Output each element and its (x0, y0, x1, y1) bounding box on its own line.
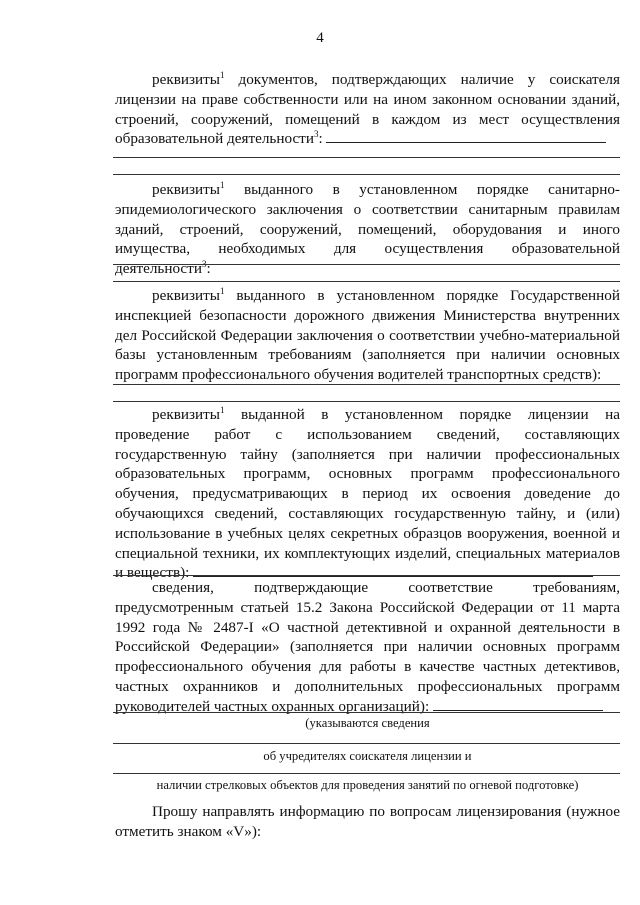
footnote-ref-3: 3 (313, 129, 319, 140)
fill-line[interactable] (113, 401, 620, 402)
fill-line[interactable] (113, 281, 620, 282)
fill-line[interactable] (326, 130, 606, 143)
fill-line[interactable] (433, 698, 603, 711)
fill-line[interactable] (113, 743, 620, 744)
paragraph-sanitary-conclusion: реквизиты$^1$ выданного в установленном порядке санитарно-эпидемиологического заключения о соответствии санитарным правилам зданий, строений, сооружений, помещений, оборудования и иного имущества, необходимых для осуществления образовательной деятельности$^3$: (115, 179, 620, 278)
field-caption: наличии стрелковых объектов для проведения занятий по огневой подготовке) (156, 778, 579, 792)
fill-line[interactable] (113, 384, 620, 385)
fill-line[interactable] (113, 174, 620, 175)
footnote-ref-1: 1 (219, 179, 225, 190)
paragraph-ownership-documents: реквизиты$^1$ документов, подтверждающих наличие у соискателя лицензии на праве собственности или на ином законном основании зданий, строений, сооружений, помещений в каждом из мест осуществления образовательной деятельности$^3$: (115, 69, 620, 148)
footnote-ref-3: 3 (201, 259, 207, 270)
paragraph-request-info: Прошу направлять информацию по вопросам лицензирования (нужное отметить знаком «V»): (115, 803, 620, 840)
paragraph-private-security-info: сведения, подтверждающие соответствие требованиям, предусмотренным статьей 15.2 Закона Российской Федерации от 11 марта 1992 года № 2487-I «О частной детективной и охранной деятельности в Российской Федерации» (заполняется при наличии основных программ профессионального обучения для работы в качестве частных детективов, частных охранников и дополнительных профессиональных программ руководителей частных охранных организаций): (115, 579, 620, 715)
footnote-ref-1: 1 (219, 285, 225, 296)
field-caption: об учредителях соискателя лицензии и (263, 749, 472, 763)
page-number: 4 (316, 30, 324, 46)
fill-line[interactable] (113, 575, 620, 576)
footnote-ref-1: 1 (219, 69, 225, 80)
fill-line[interactable] (113, 157, 620, 158)
paragraph-traffic-police-conclusion: реквизиты$^1$ выданного в установленном порядке Государственной инспекцией безопасности дорожного движения Министерства внутренних дел Российской Федерации заключения о соответствии учебно-материальной базы установленным требованиям (заполняется при наличии основных программ профессионального обучения водителей транспортных средств): (115, 285, 620, 384)
fill-line[interactable] (113, 773, 620, 774)
fill-line[interactable] (113, 712, 620, 713)
paragraph-state-secret-license: реквизиты$^1$ выданной в установленном порядке лицензии на проведение работ с использованием сведений, составляющих государственную тайну (заполняется при наличии профессиональных образовательных программ, основных программ профессионального обучения, предусматривающих в период их освоения доведение до обучающихся сведений, составляющих государственную тайну, и (или) использование в учебных целях секретных образцов вооружения, военной и специальной техники, их комплектующих изделий, специальных материалов и веществ): (115, 404, 620, 582)
field-caption: (указываются сведения (305, 716, 430, 730)
fill-line[interactable] (113, 264, 620, 265)
footnote-ref-1: 1 (219, 404, 225, 415)
